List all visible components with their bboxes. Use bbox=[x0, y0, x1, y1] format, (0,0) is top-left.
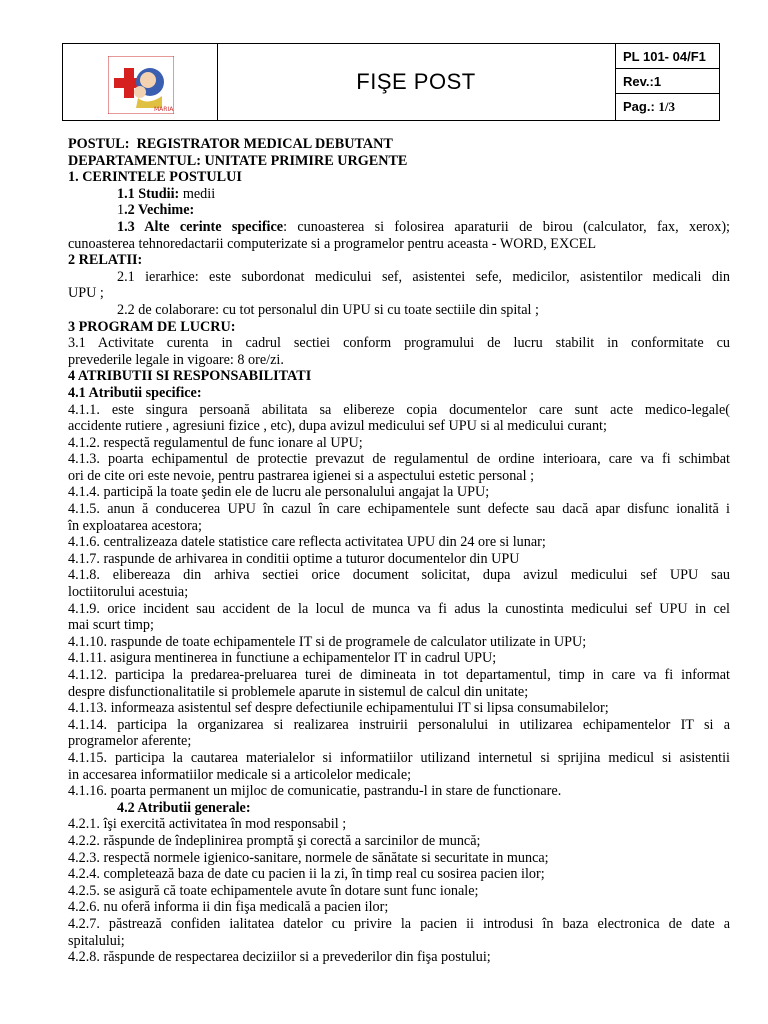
list-item: 4.1.14. participa la organizarea si realizarea instruirii personalului in utilizarea echipamentelor IT si a bbox=[68, 716, 730, 733]
atributii-generale-list bbox=[68, 816, 730, 965]
post-value: REGISTRATOR MEDICAL DEBUTANT bbox=[136, 136, 393, 152]
document-header bbox=[62, 43, 720, 121]
post-label: POSTUL: bbox=[68, 136, 130, 152]
list-item: 4.1.7. raspunde de arhivarea in conditii optime a tuturor documentelor din UPU bbox=[68, 550, 520, 567]
atributii-generale-title: 4.2 Atributii generale: bbox=[117, 799, 251, 816]
document-page bbox=[616, 94, 719, 120]
list-item: ori de cite ori este nevoie, pentru pastrarea igienei si a aspectului estetic personal ; bbox=[68, 467, 535, 484]
list-item: 4.1.12. participa la predarea-preluarea turei de dimineata in tot departamentul, timp in care va fi informat bbox=[68, 667, 730, 683]
relatii-colaborare-line: 2.2 de colaborare: cu tot personalul din UPU si cu toate sectiile din spital ; bbox=[117, 301, 539, 318]
list-item: programelor aferente; bbox=[68, 733, 192, 750]
list-item: 4.2.3. respectă normele igienico-sanitare, normele de sănătate si securitate in munca; bbox=[68, 849, 549, 866]
list-item: accidente rutiere , agresiuni fizice , etc), dupa avizul medicului sef UPU si al medicului curant; bbox=[68, 418, 607, 435]
section-1-title: 1. CERINTELE POSTULUI bbox=[68, 169, 242, 186]
atributii-specifice-title: 4.1 Atributii specifice: bbox=[68, 384, 202, 401]
section-3-title: 3 PROGRAM DE LUCRU: bbox=[68, 318, 236, 335]
section-2-title: 2 RELATII: bbox=[68, 252, 143, 269]
document-code: PL 101- 04/F1 bbox=[616, 44, 719, 69]
vechime-label-a: 1 bbox=[117, 202, 125, 219]
list-item: 4.1.6. centralizeaza datele statistice care reflecta activitatea UPU din 24 ore si lunar; bbox=[68, 534, 546, 551]
list-item: 4.1.13. informeaza asistentul sef despre defectiunile echipamentului IT si lipsa consumabilelor; bbox=[68, 700, 609, 717]
list-item: 4.2.2. răspunde de îndeplinirea promptă şi corectă a sarcinilor de muncă; bbox=[68, 832, 481, 849]
list-item: 4.1.1. este singura persoană abilitata sa elibereze copia documentelor care sunt acte medico-legale( bbox=[68, 401, 730, 418]
svg-text:MARIA: MARIA bbox=[154, 106, 174, 113]
list-item: 4.1.3. poarta echipamentul de protectie prevazut de regulamentul de ordine interioara, care va fi schimbat bbox=[68, 451, 730, 468]
atributii-specifice-list bbox=[68, 402, 730, 800]
list-item: 4.1.9. orice incident sau accident de la locul de munca va fi adus la cunostinta medicului sef UPU in cel bbox=[68, 600, 730, 617]
list-item: loctiitorului acestuia; bbox=[68, 584, 189, 601]
program-line-2: prevederile legale in vigoare: 8 ore/zi. bbox=[68, 351, 284, 368]
logo-cell bbox=[63, 44, 218, 120]
alte-cerinte-text: : cunoasterea si folosirea aparaturii de birou (calculator, fax, xerox); bbox=[283, 218, 730, 235]
list-item: 4.2.1. îşi exercită activitatea în mod responsabil ; bbox=[68, 816, 347, 833]
program-line-1: 3.1 Activitate curenta in cadrul sectiei conform programului de lucru stabilit in conformitate cu bbox=[68, 335, 730, 352]
section-4-title: 4 ATRIBUTII SI RESPONSABILITATI bbox=[68, 368, 312, 385]
document-title: FIŞE POST bbox=[217, 44, 616, 120]
list-item: 4.2.8. răspunde de respectarea deciziilor si a prevederilor din fişa postului; bbox=[68, 949, 491, 966]
studii-value: medii bbox=[179, 185, 216, 202]
alte-cerinte-label: 1.3 Alte cerinte specifice bbox=[117, 218, 284, 235]
list-item: spitalului; bbox=[68, 932, 125, 949]
list-item: 4.2.6. nu oferă informa ii din fişa medicală a pacien ilor; bbox=[68, 899, 389, 916]
alte-cerinte-line bbox=[68, 219, 730, 236]
alte-cerinte-line-2: cunoasterea tehnoredactarii computerizate si a programelor pentru aceasta - WORD, EXCEL bbox=[68, 235, 596, 252]
page-value: 1/3 bbox=[658, 99, 676, 114]
studii-label: 1.1 Studii: bbox=[117, 185, 180, 202]
list-item: 4.1.15. participa la cautarea materialelor si informatiilor utilizand internetul si sprijina medicul si asistentii bbox=[68, 749, 730, 766]
hospital-logo-icon bbox=[108, 56, 174, 114]
relatii-ierarhice-line-2: UPU ; bbox=[68, 285, 104, 302]
page-label: Pag.: bbox=[623, 99, 655, 114]
list-item: despre disfunctionalitatile si problemele aparute in sistemul de calcul din unitate; bbox=[68, 683, 529, 700]
post-line bbox=[68, 136, 730, 153]
list-item: în exploatarea acestora; bbox=[68, 517, 202, 534]
department-line bbox=[68, 153, 730, 170]
studii-line bbox=[68, 186, 730, 203]
department-value: : UNITATE PRIMIRE URGENTE bbox=[196, 152, 408, 169]
list-item: 4.1.16. poarta permanent un mijloc de comunicatie, pastrandu-l in stare de functionare. bbox=[68, 783, 562, 800]
list-item: 4.1.5. anun ă conducerea UPU în cazul în care echipamentele sunt defecte sau dacă apar disfunc ionalită i bbox=[68, 501, 730, 518]
vechime-line bbox=[68, 202, 730, 219]
department-label: DEPARTAMENTUL bbox=[68, 152, 197, 169]
list-item: 4.1.4. participă la toate şedin ele de lucru ale personalului angajat la UPU; bbox=[68, 484, 490, 501]
list-item: 4.1.11. asigura mentinerea in functiune a echipamentelor IT in cadrul UPU; bbox=[68, 650, 497, 667]
list-item: 4.1.10. raspunde de toate echipamentele IT si de programele de calculator utilizate in UPU; bbox=[68, 633, 587, 650]
list-item: 4.1.8. elibereaza din arhiva sectiei orice document solicitat, dupa avizul medicului sef UPU sau bbox=[68, 567, 730, 584]
list-item: 4.2.5. se asigură că toate echipamentele avute în dotare sunt func ionale; bbox=[68, 882, 479, 899]
document-revision: Rev.:1 bbox=[616, 69, 719, 94]
vechime-label-b: .2 Vechime: bbox=[124, 202, 195, 219]
document-body bbox=[68, 136, 730, 966]
list-item: mai scurt timp; bbox=[68, 617, 154, 634]
list-item: in accesarea informatiilor medicale si a articolelor medicale; bbox=[68, 766, 412, 783]
list-item: 4.2.4. completează baza de date cu pacien ii la zi, în timp real cu sosirea pacien ilor; bbox=[68, 866, 545, 883]
list-item: 4.2.7. păstrează confiden ialitatea datelor cu privire la pacien ii introdusi în baza electronica de date a bbox=[68, 915, 730, 932]
relatii-ierarhice-line: 2.1 ierarhice: este subordonat medicului sef, asistentei sefe, medicilor, asistentilor medicali din bbox=[117, 268, 730, 285]
list-item: 4.1.2. respectă regulamentul de func ionare al UPU; bbox=[68, 434, 363, 451]
document-info bbox=[616, 44, 719, 120]
